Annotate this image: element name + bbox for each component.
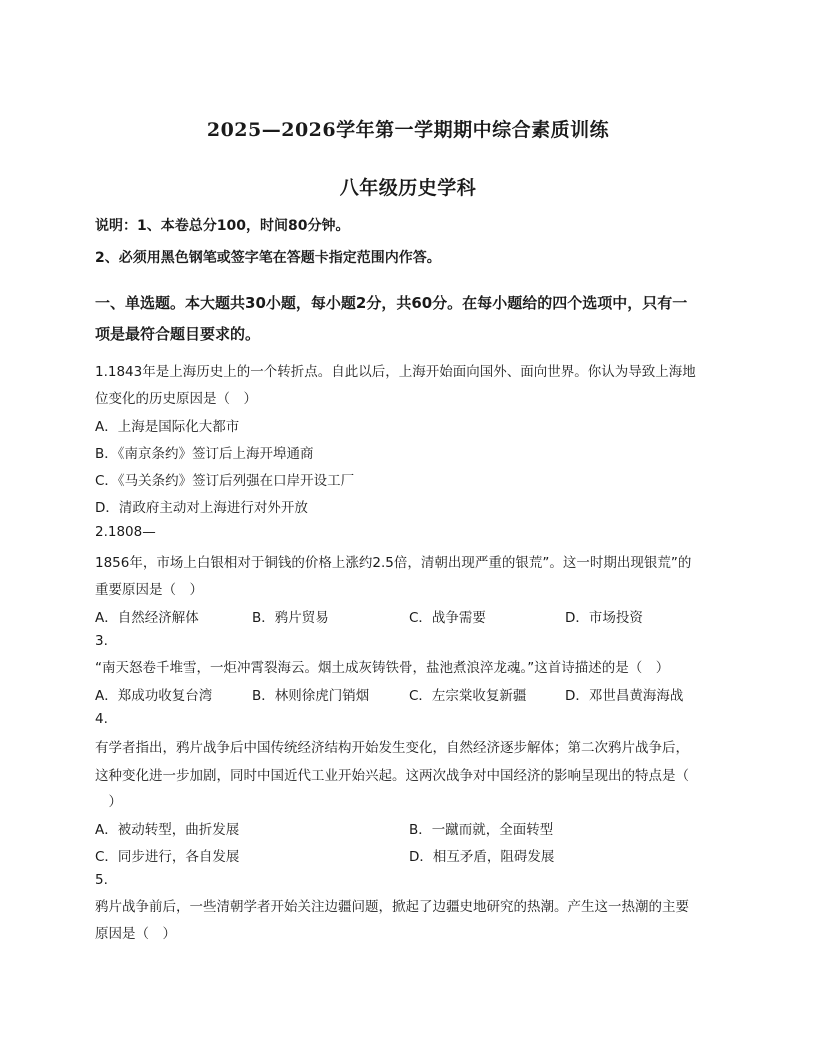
question-3-option-d: D．邓世昌黄海海战 (565, 688, 684, 704)
question-2-stem-line: 1856年，市场上白银相对于铜钱的价格上涨约2.5倍，清朝出现严重的银荒”。这一时期出现银荒”的 (95, 555, 692, 571)
question-4-stem-line: 4. (95, 711, 108, 727)
question-3-option-a: A．郑成功收复台湾 (95, 688, 213, 704)
question-5-stem-line: 5. (95, 872, 108, 888)
question-4-option-c: C．同步进行，各自发展 (95, 849, 240, 865)
question-1-option-c: C．《马关条约》签订后列强在口岸开设工厂 (95, 473, 355, 489)
exam-title: 2025—2026学年第一学期期中综合素质训练 (206, 119, 610, 141)
question-2-stem-line: 2.1808— (95, 524, 156, 540)
question-4-option-a: A．被动转型，曲折发展 (95, 822, 240, 838)
question-5-stem-line: 原因是（ ） (95, 926, 176, 942)
question-1-stem-line: 位变化的历史原因是（ ） (95, 391, 257, 407)
question-4-option-b: B．一蹴而就，全面转型 (409, 822, 554, 838)
question-4-stem-line: 有学者指出，鸦片战争后中国传统经济结构开始发生变化，自然经济逐步解体；第二次鸦片战争后， (95, 740, 689, 756)
question-3-stem-line: 3. (95, 633, 108, 649)
question-1-option-b: B．《南京条约》签订后上海开埠通商 (95, 446, 314, 462)
question-5-stem-line: 鸦片战争前后，一些清朝学者开始关注边疆问题，掀起了边疆史地研究的热潮。产生这一热潮的主要 (95, 899, 689, 915)
instruction-line-2: 2、必须用黑色钢笔或签字笔在答题卡指定范围内作答。 (95, 250, 441, 266)
question-1-stem-line: 1.1843年是上海历史上的一个转折点。自此以后，上海开始面向国外、面向世界。你认为导致上海地 (95, 364, 696, 380)
exam-subtitle: 八年级历史学科 (339, 177, 477, 199)
question-2-option-a: A．自然经济解体 (95, 610, 199, 626)
question-4-stem-line: ） (95, 794, 122, 810)
question-3-stem-line: “南天怒卷千堆雪，一炬冲霄裂海云。烟土成灰铸铁骨，盐池煮浪淬龙魂。”这首诗描述的是（ ） (95, 660, 670, 676)
section-heading-line-1: 一、单选题。本大题共30小题，每小题2分，共60分。在每小题给的四个选项中，只有一 (95, 294, 688, 312)
instruction-line-1: 说明：1、本卷总分100，时间80分钟。 (95, 218, 350, 234)
question-4-option-d: D．相互矛盾，阻碍发展 (409, 849, 555, 865)
question-3-option-c: C．左宗棠收复新疆 (409, 688, 527, 704)
question-1-option-d: D．清政府主动对上海进行对外开放 (95, 500, 308, 516)
question-1-option-a: A．上海是国际化大都市 (95, 419, 240, 435)
question-2-option-d: D．市场投资 (565, 610, 643, 626)
question-2-stem-line: 重要原因是（ ） (95, 582, 203, 598)
question-2-option-c: C．战争需要 (409, 610, 486, 626)
question-2-option-b: B．鸦片贸易 (252, 610, 329, 626)
question-4-stem-line: 这种变化进一步加剧，同时中国近代工业开始兴起。这两次战争对中国经济的影响呈现出的特点是（ (95, 768, 689, 784)
section-heading-line-2: 项是最符合题目要求的。 (95, 325, 261, 343)
question-3-option-b: B．林则徐虎门销烟 (252, 688, 370, 704)
